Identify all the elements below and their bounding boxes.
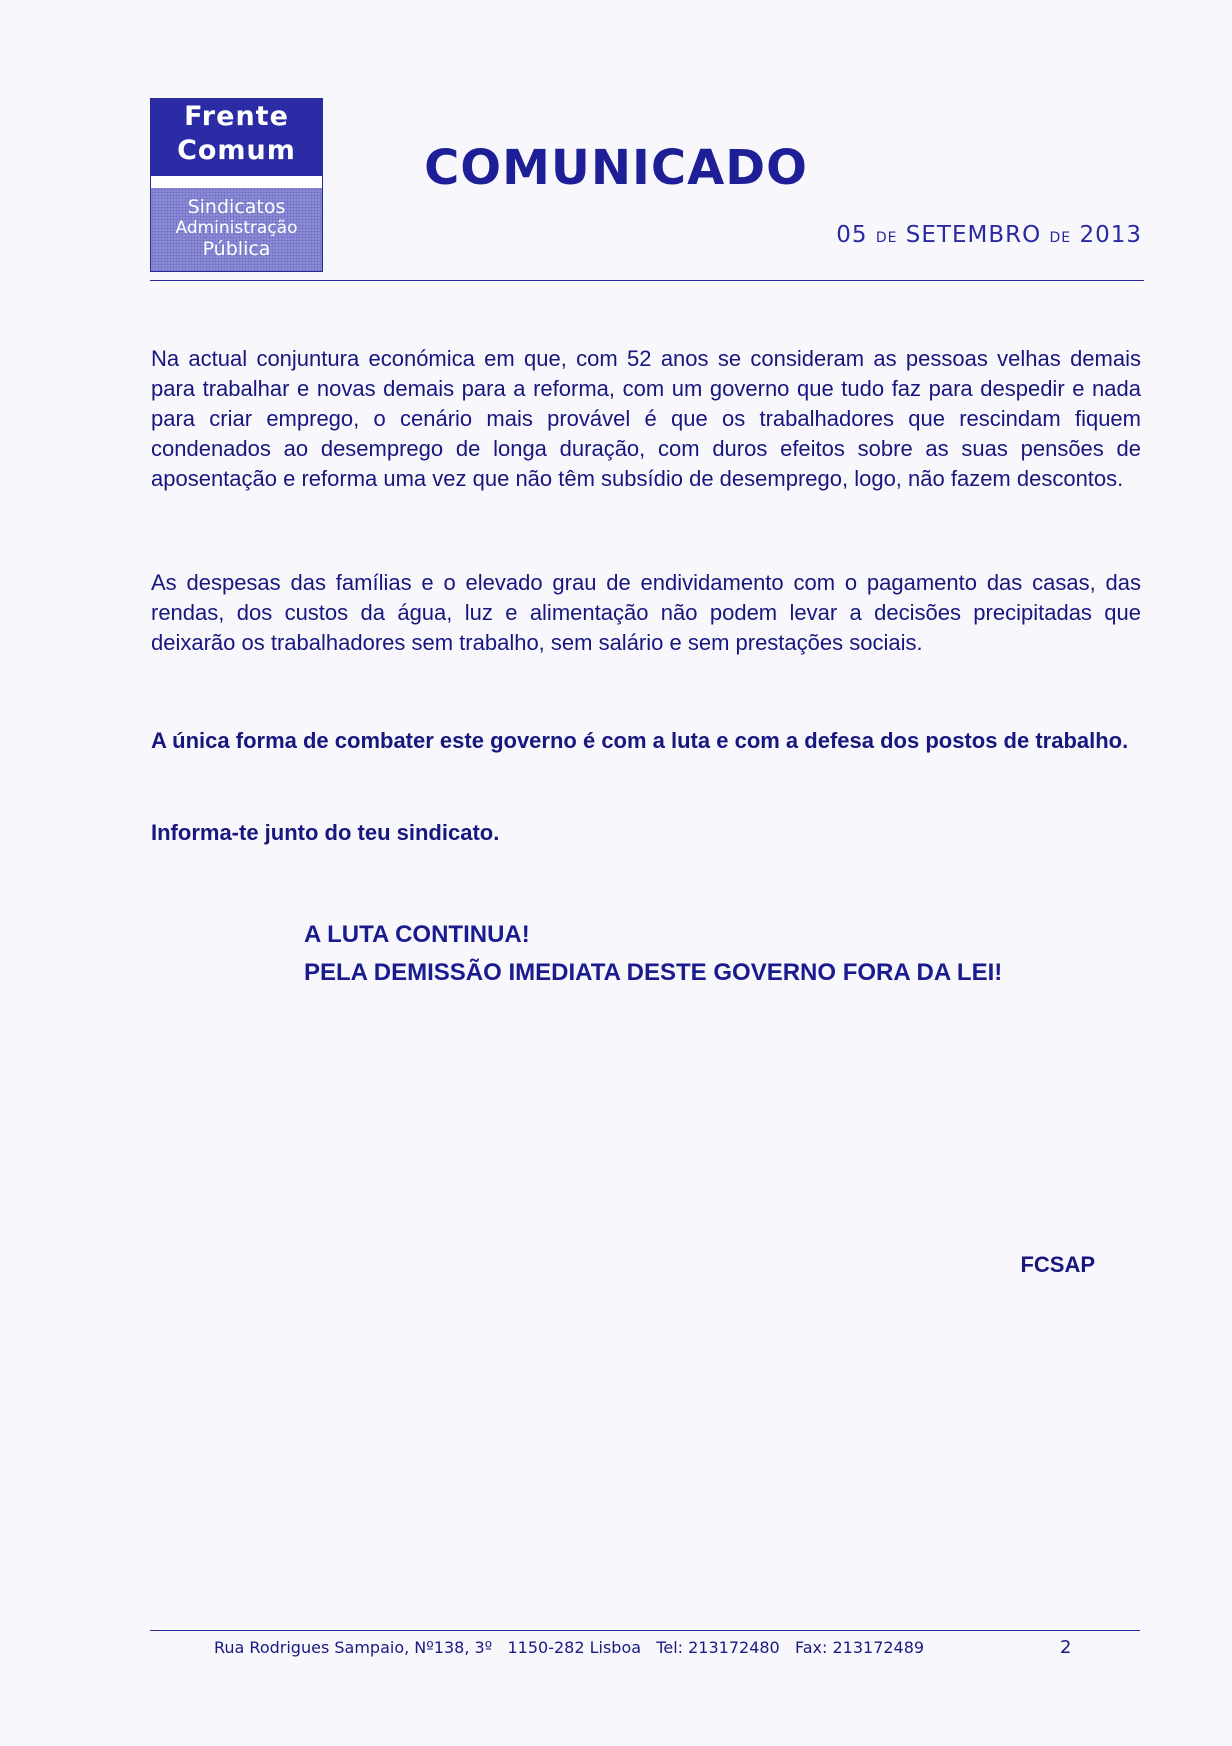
- header-divider: [150, 280, 1144, 281]
- slogan-luta-continua: A LUTA CONTINUA!: [304, 921, 530, 948]
- paragraph-4-bold: Informa-te junto do teu sindicato.: [151, 820, 500, 845]
- slogan-demissao: PELA DEMISSÃO IMEDIATA DESTE GOVERNO FORA DA LEI!: [304, 959, 1003, 986]
- document-date: [836, 222, 1142, 248]
- paragraph-2: As despesas das famílias e o elevado grau de endividamento com o pagamento das casas, das rendas, dos custos da água, luz e alimentação não podem levar a decisões precipitadas que deixarão os trabalhadores sem trabalho, sem salário e sem prestações sociais.: [151, 570, 1141, 655]
- date-de-1: DE: [875, 230, 898, 246]
- document-title: COMUNICADO: [424, 140, 808, 196]
- signature-fcsap: FCSAP: [1020, 1252, 1095, 1277]
- paragraph-1: Na actual conjuntura económica em que, com 52 anos se consideram as pessoas velhas demais para trabalhar e novas demais para a reforma, com um governo que tudo faz para despedir e nada para criar emprego, o cenário mais provável é que os trabalhadores que rescindam fiquem condenados ao desemprego de longa duração, com duros efeitos sobre as suas pensões de aposentação e reforma uma vez que não têm subsídio de desemprego, logo, não fazem descontos.: [151, 346, 1141, 491]
- logo-text-comum: Comum: [177, 135, 296, 166]
- footer-divider: [150, 1630, 1140, 1631]
- logo-text-frente: Frente: [184, 101, 289, 132]
- logo-text-administracao: Administração: [175, 218, 298, 238]
- date-de-2: DE: [1049, 230, 1072, 246]
- logo-text-sindicatos: Sindicatos: [187, 196, 286, 218]
- date-month: SETEMBRO: [905, 222, 1042, 248]
- date-year: 2013: [1079, 222, 1142, 248]
- logo-text-publica: Pública: [202, 238, 271, 260]
- page-number: 2: [1060, 1637, 1072, 1658]
- paragraph-3-bold: A única forma de combater este governo é com a luta e com a defesa dos postos de trabalho.: [151, 728, 1129, 753]
- date-day: 05: [836, 222, 868, 248]
- footer-address: Rua Rodrigues Sampaio, Nº138, 3º 1150-282 Lisboa Tel: 213172480 Fax: 213172489: [214, 1638, 925, 1657]
